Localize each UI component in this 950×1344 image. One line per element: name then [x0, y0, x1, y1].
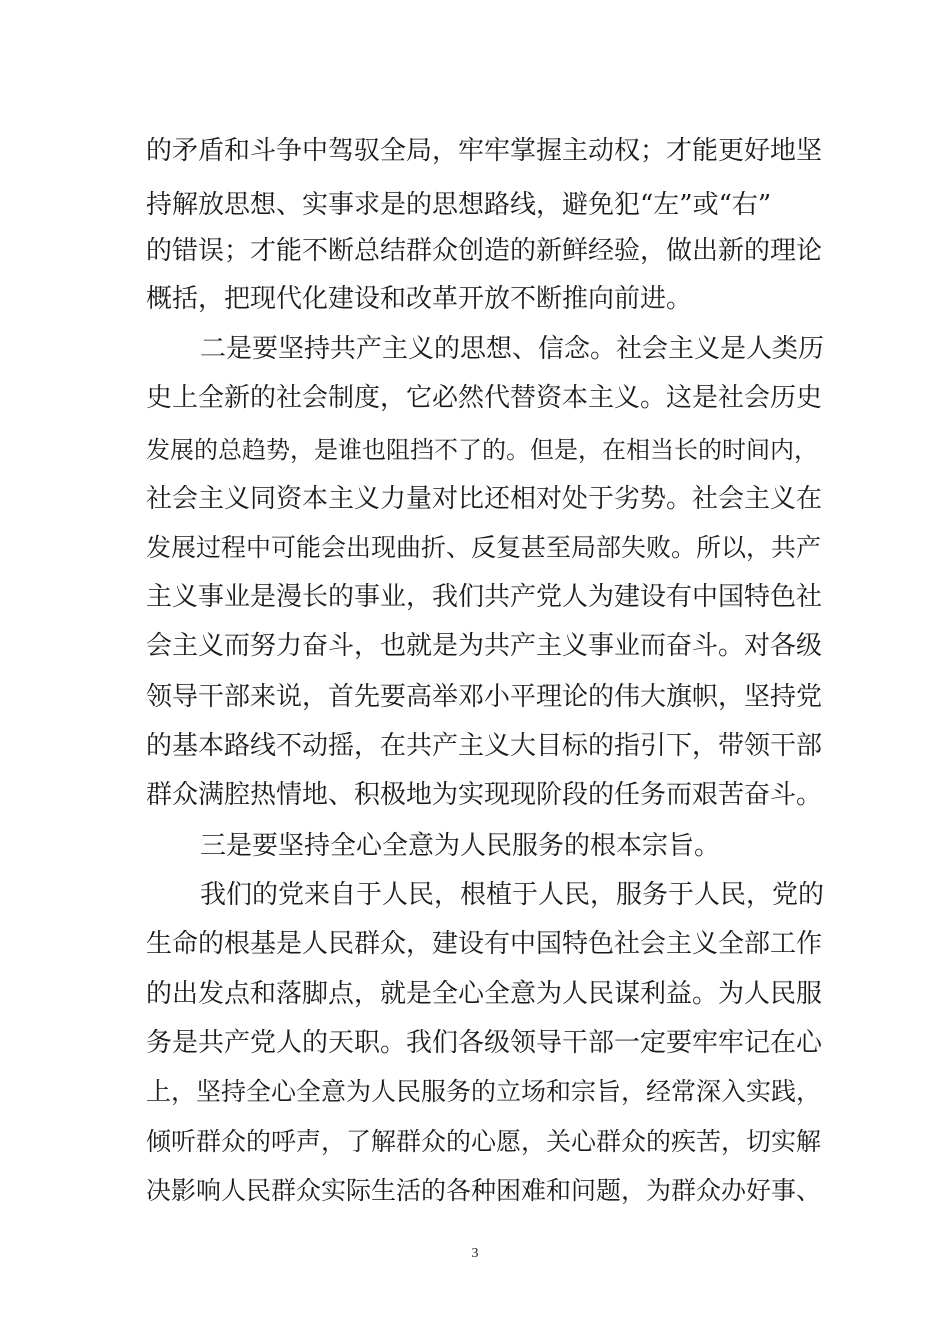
text-line-6: 史上全新的社会制度，它必然代替资本主义。这是社会历史 — [146, 383, 823, 413]
text-line-22: 决影响人民群众实际生活的各种困难和问题，为群众办好事、 — [146, 1176, 822, 1205]
text-line-11: 会主义而努力奋斗，也就是为共产主义事业而奋斗。对各级 — [146, 631, 823, 661]
text-line-12: 领导干部来说，首先要高举邓小平理论的伟大旗帜，坚持党 — [146, 682, 823, 712]
text-line-18: 的出发点和落脚点，就是全心全意为人民谋利益。为人民服 — [146, 979, 823, 1009]
text-line-3: 的错误；才能不断总结群众创造的新鲜经验，做出新的理论 — [146, 236, 823, 266]
text-line-4: 概括，把现代化建设和改革开放不断推向前进。 — [146, 284, 693, 314]
text-line-8: 社会主义同资本主义力量对比还相对处于劣势。社会主义在 — [146, 484, 823, 514]
text-line-16: 我们的党来自于人民，根植于人民，服务于人民，党的 — [200, 880, 825, 910]
text-line-2: 持解放思想、实事求是的思想路线，避免犯“左”或“右” — [146, 190, 772, 220]
text-line-1: 的矛盾和斗争中驾驭全局，牢牢掌握主动权；才能更好地坚 — [146, 136, 823, 166]
text-line-21: 倾听群众的呼声，了解群众的心愿，关心群众的疾苦，切实解 — [146, 1127, 822, 1156]
text-line-5: 二是要坚持共产主义的思想、信念。社会主义是人类历 — [200, 334, 825, 364]
text-line-9: 发展过程中可能会出现曲折、反复甚至局部失败。所以，共产 — [146, 533, 822, 562]
text-line-15: 三是要坚持全心全意为人民服务的根本宗旨。 — [200, 831, 721, 861]
text-line-7: 发展的总趋势，是谁也阻挡不了的。但是，在相当长的时间内， — [146, 436, 818, 464]
text-line-13: 的基本路线不动摇，在共产主义大目标的指引下，带领干部 — [146, 731, 823, 761]
text-line-14: 群众满腔热情地、积极地为实现现阶段的任务而艰苦奋斗。 — [146, 780, 823, 810]
text-line-10: 主义事业是漫长的事业，我们共产党人为建设有中国特色社 — [146, 582, 823, 612]
text-line-17: 生命的根基是人民群众，建设有中国特色社会主义全部工作 — [146, 929, 823, 959]
text-line-19: 务是共产党人的天职。我们各级领导干部一定要牢牢记在心 — [146, 1028, 823, 1058]
text-line-20: 上，坚持全心全意为人民服务的立场和宗旨，经常深入实践， — [146, 1077, 822, 1106]
page-number: 3 — [471, 1246, 479, 1261]
